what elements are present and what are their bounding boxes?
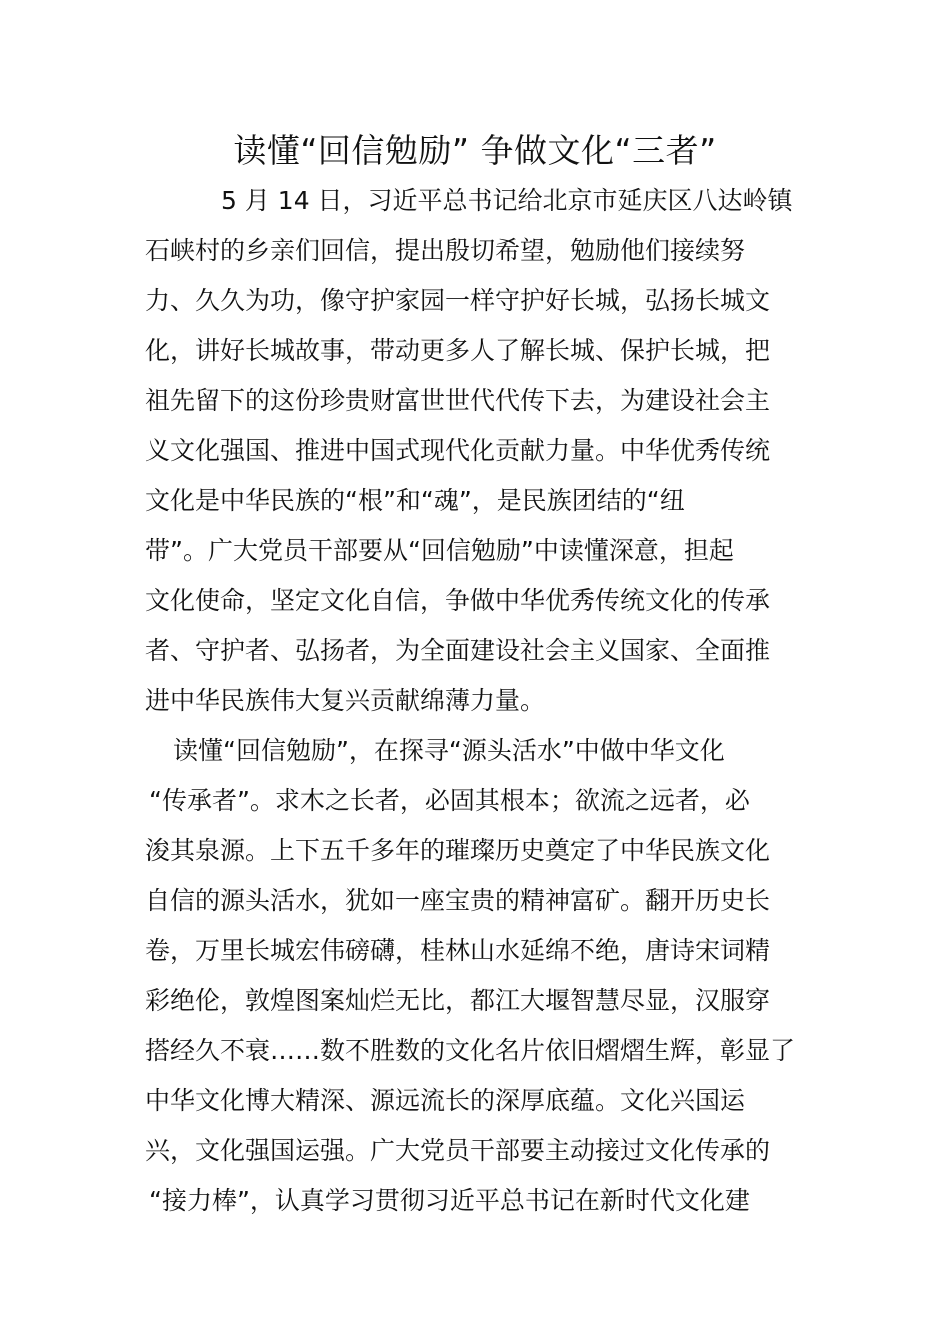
document-title: 读懂“回信勉励” 争做文化“三者” <box>233 131 717 170</box>
text-line: 彩绝伦，敦煌图案灿烂无比，都江大堰智慧尽显，汉服穿 <box>145 986 771 1015</box>
text-line: 卷，万里长城宏伟磅礴，桂林山水延绵不绝，唐诗宋词精 <box>145 936 771 965</box>
text-line: 祖先留下的这份珍贵财富世世代代传下去，为建设社会主 <box>145 386 771 415</box>
text-line: 文化使命，坚定文化自信，争做中华优秀传统文化的传承 <box>145 586 771 615</box>
text-line: “接力棒”，认真学习贯彻习近平总书记在新时代文化建 <box>149 1186 750 1215</box>
text-line: 浚其泉源。上下五千多年的璀璨历史奠定了中华民族文化 <box>145 836 771 865</box>
document-body <box>145 176 810 1226</box>
text-line: 兴，文化强国运强。广大党员干部要主动接过文化传承的 <box>145 1136 771 1165</box>
text-line: 搭经久不衰……数不胜数的文化名片依旧熠熠生辉，彰显了 <box>145 1036 796 1065</box>
text-line: 力、久久为功，像守护家园一样守护好长城，弘扬长城文 <box>145 286 771 315</box>
text-line: 读懂“回信勉励”，在探寻“源头活水”中做中华文化 <box>173 736 725 765</box>
text-line: 义文化强国、推进中国式现代化贡献力量。中华优秀传统 <box>145 436 771 465</box>
text-line: 者、守护者、弘扬者，为全面建设社会主义国家、全面推 <box>145 636 771 665</box>
text-line: 5 月 14 日，习近平总书记给北京市延庆区八达岭镇 <box>221 186 793 215</box>
text-line: 文化是中华民族的“根”和“魂”，是民族团结的“纽 <box>145 486 685 515</box>
text-line: 石峡村的乡亲们回信，提出殷切希望，勉励他们接续努 <box>145 236 746 265</box>
text-line: 化，讲好长城故事，带动更多人了解长城、保护长城，把 <box>145 336 771 365</box>
text-line: 中华文化博大精深、源远流长的深厚底蕴。文化兴国运 <box>145 1086 746 1115</box>
text-line: 自信的源头活水，犹如一座宝贵的精神富矿。翻开历史长 <box>145 886 771 915</box>
text-line: 带”。广大党员干部要从“回信勉励”中读懂深意，担起 <box>145 536 734 565</box>
text-line: 进中华民族伟大复兴贡献绵薄力量。 <box>145 686 546 715</box>
text-line: “传承者”。求木之长者，必固其根本；欲流之远者，必 <box>149 786 750 815</box>
